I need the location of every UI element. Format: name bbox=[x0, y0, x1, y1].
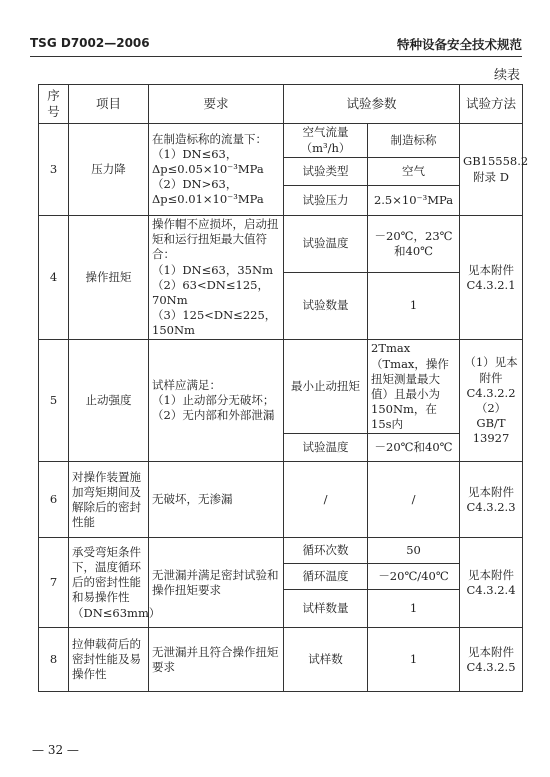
row-no: 4 bbox=[39, 216, 69, 340]
row-method: 见本附件 C4.3.2.5 bbox=[460, 628, 523, 692]
header-title: 特种设备安全技术规范 bbox=[396, 37, 522, 52]
param-name: 试验温度 bbox=[284, 216, 368, 273]
row-req: 无泄漏并且符合操作扭矩要求 bbox=[149, 628, 284, 692]
row-method: 见本附件 C4.3.2.1 bbox=[460, 216, 523, 340]
req-line: （2）DN>63， bbox=[152, 177, 238, 192]
row-method: GB15558.2 附录 D bbox=[460, 124, 523, 216]
req-line: 操作帽不应损坏，启动扭矩和运行扭矩最大值符合： bbox=[152, 217, 279, 262]
param-name: 试验压力 bbox=[284, 186, 368, 216]
table-row bbox=[39, 340, 523, 434]
req-line: 试样应满足： bbox=[152, 378, 221, 393]
param-value: 2.5×10⁻³MPa bbox=[368, 186, 460, 216]
param-value: 制造标称 bbox=[368, 124, 460, 158]
param-name: 试样数量 bbox=[284, 590, 368, 628]
row-item: 承受弯矩条件下，温度循环后的密封性能和易操作性（DN≤63mm） bbox=[69, 538, 149, 628]
row-item: 压力降 bbox=[69, 124, 149, 216]
req-line: （3）125<DN≤225，150Nm bbox=[152, 308, 277, 338]
col-header-req: 要求 bbox=[149, 85, 284, 124]
row-req: 无泄漏并满足密封试验和操作扭矩要求 bbox=[149, 538, 284, 628]
param-name: 空气流量（m³/h） bbox=[284, 124, 368, 158]
row-no: 6 bbox=[39, 462, 69, 538]
row-req bbox=[149, 340, 284, 462]
param-name: 循环次数 bbox=[284, 538, 368, 564]
req-line: （1）DN≤63， bbox=[152, 146, 238, 161]
req-line: Δp≤0.01×10⁻³MPa bbox=[152, 192, 264, 207]
row-method: 见本附件 C4.3.2.3 bbox=[460, 462, 523, 538]
param-value: 50 bbox=[368, 538, 460, 564]
req-line: Δp≤0.05×10⁻³MPa bbox=[152, 161, 264, 176]
table-row bbox=[39, 628, 523, 692]
row-req bbox=[149, 124, 284, 216]
row-method: 见本附件 C4.3.2.4 bbox=[460, 538, 523, 628]
param-name: 试验温度 bbox=[284, 434, 368, 462]
param-name: 循环温度 bbox=[284, 564, 368, 590]
header-standard-code: TSG D7002—2006 bbox=[30, 36, 150, 50]
row-item: 止动强度 bbox=[69, 340, 149, 462]
param-name: 试样数 bbox=[284, 628, 368, 692]
req-line: （1）DN≤63，35Nm bbox=[152, 262, 273, 277]
param-name: 试验类型 bbox=[284, 158, 368, 186]
continued-label: 续表 bbox=[493, 68, 520, 83]
row-no: 3 bbox=[39, 124, 69, 216]
param-name: / bbox=[284, 462, 368, 538]
param-value: 1 bbox=[368, 628, 460, 692]
param-name: 最小止动扭矩 bbox=[284, 340, 368, 434]
table-row bbox=[39, 216, 523, 273]
req-line: （1）止动部分无破坏； bbox=[152, 393, 275, 408]
row-item: 对操作装置施加弯矩期间及解除后的密封性能 bbox=[69, 462, 149, 538]
row-no: 8 bbox=[39, 628, 69, 692]
row-item: 操作扭矩 bbox=[69, 216, 149, 340]
table-row bbox=[39, 538, 523, 564]
param-value: 1 bbox=[368, 272, 460, 340]
row-no: 7 bbox=[39, 538, 69, 628]
page-number: — 32 — bbox=[32, 743, 79, 757]
param-value: 2Tmax（Tmax，操作扭矩测量最大值）且最小为 150Nm，在15s内 bbox=[368, 340, 460, 434]
param-value: 空气 bbox=[368, 158, 460, 186]
row-req bbox=[149, 216, 284, 340]
table-row bbox=[39, 124, 523, 158]
header-rule bbox=[30, 56, 522, 57]
row-method: （1）见本附件 C4.3.2.2（2）GB/T 13927 bbox=[460, 340, 523, 462]
col-header-no: 序号 bbox=[39, 85, 69, 124]
param-value: －20℃/40℃ bbox=[368, 564, 460, 590]
param-value: －20℃，23℃和40℃ bbox=[368, 216, 460, 273]
col-header-params: 试验参数 bbox=[284, 85, 460, 124]
row-req: 无破坏，无渗漏 bbox=[149, 462, 284, 538]
param-value: / bbox=[368, 462, 460, 538]
param-value: 1 bbox=[368, 590, 460, 628]
col-header-item: 项目 bbox=[69, 85, 149, 124]
row-no: 5 bbox=[39, 340, 69, 462]
test-table bbox=[38, 84, 529, 692]
table-row bbox=[39, 462, 523, 538]
row-item: 拉伸载荷后的密封性能及易操作性 bbox=[69, 628, 149, 692]
param-name: 试验数量 bbox=[284, 272, 368, 340]
req-line: （2）63<DN≤125，70Nm bbox=[152, 277, 269, 307]
param-value: －20℃和40℃ bbox=[368, 434, 460, 462]
table-header-row bbox=[39, 85, 523, 124]
req-line: （2）无内部和外部泄漏 bbox=[152, 408, 275, 423]
req-line: 在制造标称的流量下： bbox=[152, 131, 267, 146]
col-header-method: 试验方法 bbox=[460, 85, 523, 124]
